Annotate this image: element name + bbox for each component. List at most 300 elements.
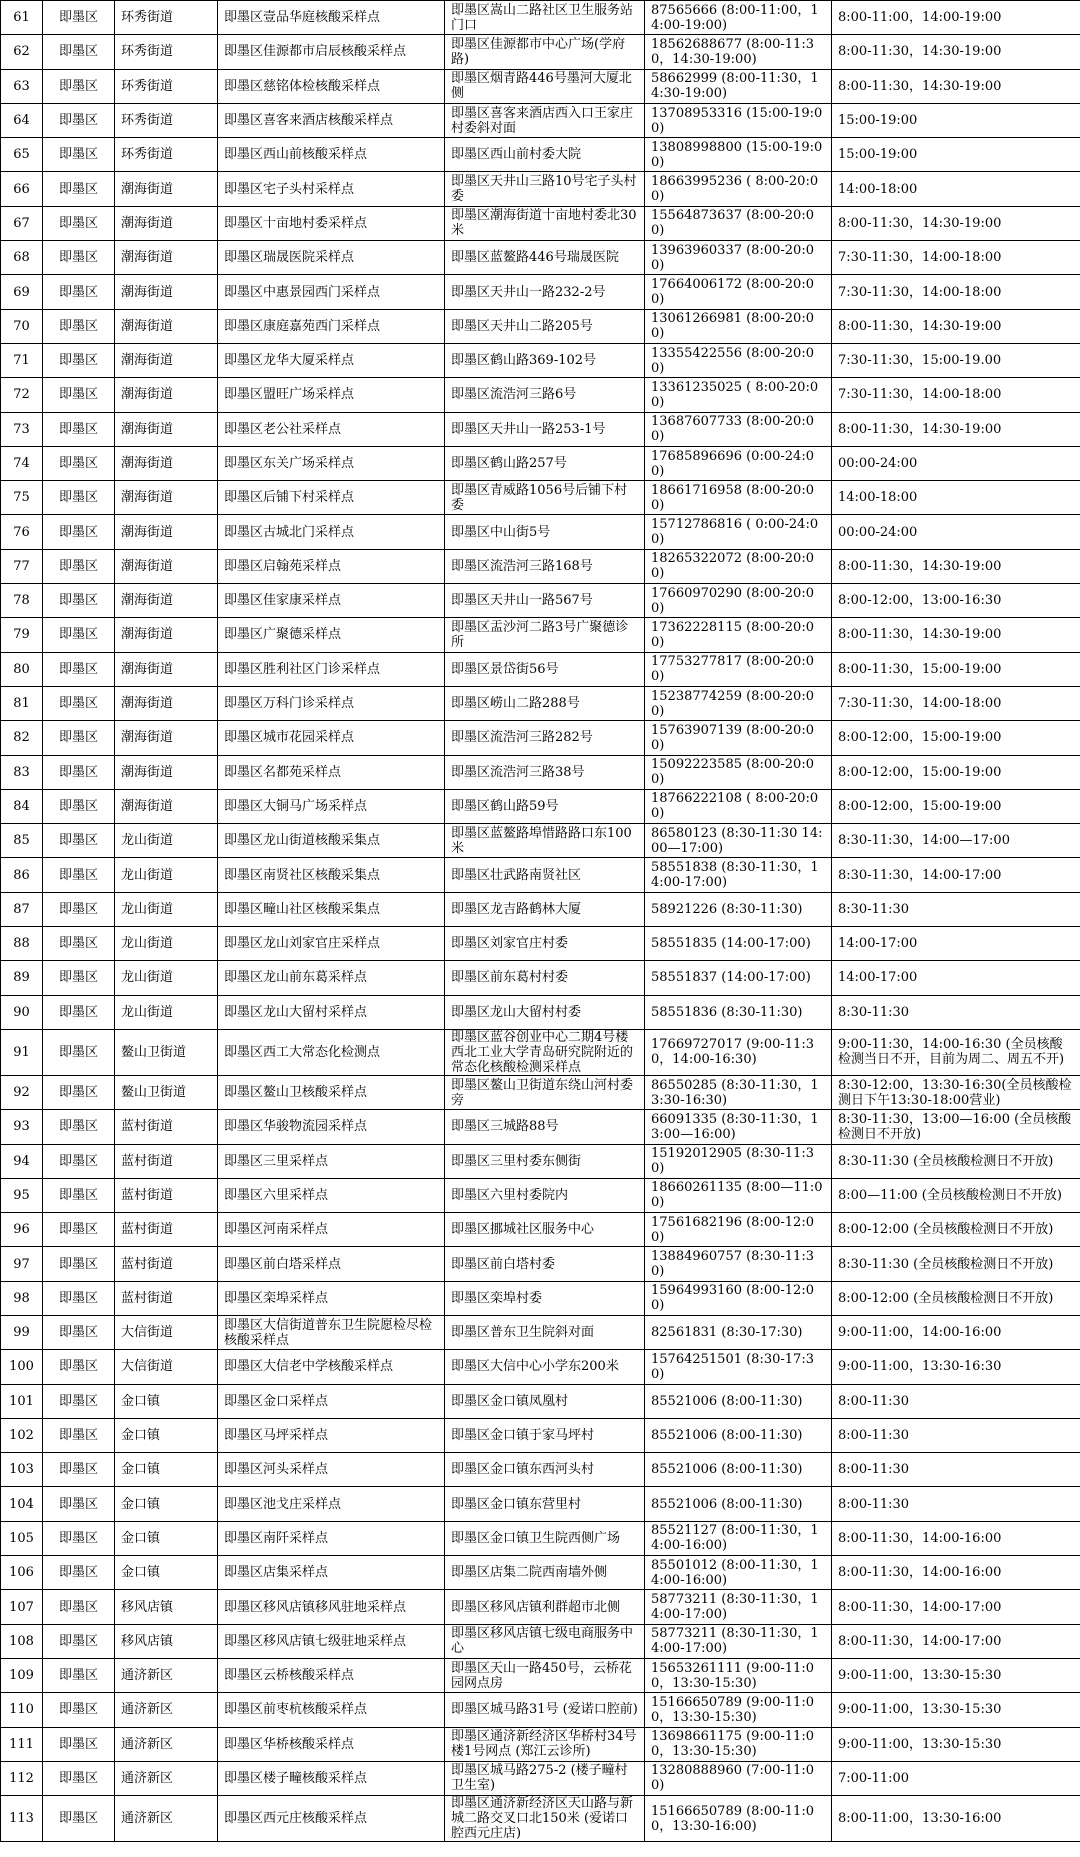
district-cell: 即墨区	[43, 172, 115, 206]
table-row	[1, 1029, 1080, 1075]
street-cell: 潮海街道	[115, 378, 218, 412]
street-cell: 大信街道	[115, 1350, 218, 1384]
open-hours-cell: 8:30-11:30	[832, 892, 1080, 926]
address-cell: 即墨区前白塔村委	[445, 1247, 645, 1281]
phone-hours-cell: 18663995236 ( 8:00-20:00)	[645, 172, 832, 206]
street-cell: 潮海街道	[115, 412, 218, 446]
table-row	[1, 721, 1080, 755]
table-row	[1, 1144, 1080, 1178]
open-hours-cell: 8:00-11:30，15:00-19:00	[832, 652, 1080, 686]
open-hours-cell: 8:00-11:30，14:00-16:00	[832, 1556, 1080, 1590]
street-cell: 潮海街道	[115, 481, 218, 515]
phone-hours-cell: 58662999 (8:00-11:30，14:30-19:00)	[645, 69, 832, 103]
open-hours-cell: 8:00-11:30	[832, 1384, 1080, 1418]
open-hours-cell: 8:00-12:00，15:00-19:00	[832, 755, 1080, 789]
street-cell: 龙山街道	[115, 927, 218, 961]
open-hours-cell: 15:00-19:00	[832, 103, 1080, 137]
table-row	[1, 1, 1080, 35]
site-name-cell: 即墨区六里采样点	[218, 1178, 445, 1212]
site-name-cell: 即墨区移风店镇移风驻地采样点	[218, 1590, 445, 1624]
district-cell: 即墨区	[43, 35, 115, 69]
open-hours-cell: 9:00-11:00，13:30-15:30	[832, 1658, 1080, 1692]
phone-hours-cell: 15712786816 ( 0:00-24:00)	[645, 515, 832, 549]
street-cell: 金口镇	[115, 1487, 218, 1521]
phone-hours-cell: 17664006172 (8:00-20:00)	[645, 275, 832, 309]
open-hours-cell: 00:00-24:00	[832, 515, 1080, 549]
phone-hours-cell: 13280888960 (7:00-11:00)	[645, 1761, 832, 1795]
table-row	[1, 1418, 1080, 1452]
district-cell: 即墨区	[43, 275, 115, 309]
site-name-cell: 即墨区瑞晟医院采样点	[218, 241, 445, 275]
street-cell: 潮海街道	[115, 275, 218, 309]
table-row	[1, 275, 1080, 309]
row-number-cell: 95	[1, 1178, 43, 1212]
phone-hours-cell: 13708953316 (15:00-19:00)	[645, 103, 832, 137]
table-row	[1, 1453, 1080, 1487]
street-cell: 环秀街道	[115, 103, 218, 137]
street-cell: 环秀街道	[115, 1, 218, 35]
open-hours-cell: 8:00-11:30，14:30-19:00	[832, 618, 1080, 652]
phone-hours-cell: 85521006 (8:00-11:30)	[645, 1453, 832, 1487]
district-cell: 即墨区	[43, 584, 115, 618]
site-name-cell: 即墨区华骏物流园采样点	[218, 1110, 445, 1144]
row-number-cell: 108	[1, 1624, 43, 1658]
open-hours-cell: 8:00-11:00，14:00-19:00	[832, 1, 1080, 35]
row-number-cell: 106	[1, 1556, 43, 1590]
street-cell: 环秀街道	[115, 35, 218, 69]
phone-hours-cell: 13361235025 ( 8:00-20:00)	[645, 378, 832, 412]
row-number-cell: 61	[1, 1, 43, 35]
street-cell: 金口镇	[115, 1418, 218, 1452]
district-cell: 即墨区	[43, 1624, 115, 1658]
row-number-cell: 113	[1, 1796, 43, 1842]
street-cell: 环秀街道	[115, 69, 218, 103]
street-cell: 潮海街道	[115, 686, 218, 720]
address-cell: 即墨区天井山三路10号宅子头村委	[445, 172, 645, 206]
district-cell: 即墨区	[43, 755, 115, 789]
address-cell: 即墨区挪城社区服务中心	[445, 1213, 645, 1247]
site-name-cell: 即墨区楼子疃核酸采样点	[218, 1761, 445, 1795]
district-cell: 即墨区	[43, 1350, 115, 1384]
open-hours-cell: 8:00-12:00，15:00-19:00	[832, 789, 1080, 823]
phone-hours-cell: 13355422556 (8:00-20:00)	[645, 343, 832, 377]
street-cell: 移风店镇	[115, 1624, 218, 1658]
district-cell: 即墨区	[43, 1658, 115, 1692]
district-cell: 即墨区	[43, 309, 115, 343]
street-cell: 龙山街道	[115, 858, 218, 892]
site-name-cell: 即墨区康庭嘉苑西门采样点	[218, 309, 445, 343]
phone-hours-cell: 15763907139 (8:00-20:00)	[645, 721, 832, 755]
address-cell: 即墨区天井山二路205号	[445, 309, 645, 343]
table-row	[1, 755, 1080, 789]
table-row	[1, 686, 1080, 720]
district-cell: 即墨区	[43, 1075, 115, 1109]
row-number-cell: 78	[1, 584, 43, 618]
phone-hours-cell: 15653261111 (9:00-11:00，13:30-15:30)	[645, 1658, 832, 1692]
table-row	[1, 961, 1080, 995]
address-cell: 即墨区刘家官庄村委	[445, 927, 645, 961]
address-cell: 即墨区天井山一路253-1号	[445, 412, 645, 446]
phone-hours-cell: 18766222108 ( 8:00-20:00)	[645, 789, 832, 823]
site-name-cell: 即墨区佳家康采样点	[218, 584, 445, 618]
phone-hours-cell: 17753277817 (8:00-20:00)	[645, 652, 832, 686]
phone-hours-cell: 18660261135 (8:00—11:00)	[645, 1178, 832, 1212]
row-number-cell: 74	[1, 446, 43, 480]
table-row	[1, 138, 1080, 172]
address-cell: 即墨区鹤山路257号	[445, 446, 645, 480]
street-cell: 金口镇	[115, 1521, 218, 1555]
table-row	[1, 69, 1080, 103]
street-cell: 蓝村街道	[115, 1247, 218, 1281]
row-number-cell: 90	[1, 995, 43, 1029]
site-name-cell: 即墨区龙华大厦采样点	[218, 343, 445, 377]
street-cell: 金口镇	[115, 1556, 218, 1590]
phone-hours-cell: 66091335 (8:30-11:30，13:00—16:00)	[645, 1110, 832, 1144]
address-cell: 即墨区景岱街56号	[445, 652, 645, 686]
row-number-cell: 93	[1, 1110, 43, 1144]
row-number-cell: 70	[1, 309, 43, 343]
district-cell: 即墨区	[43, 1487, 115, 1521]
address-cell: 即墨区蓝鳌路446号瑞晟医院	[445, 241, 645, 275]
table-row	[1, 927, 1080, 961]
site-name-cell: 即墨区佳源都市启辰核酸采样点	[218, 35, 445, 69]
district-cell: 即墨区	[43, 481, 115, 515]
table-row	[1, 35, 1080, 69]
address-cell: 即墨区金口镇卫生院西侧广场	[445, 1521, 645, 1555]
open-hours-cell: 8:00-11:30	[832, 1453, 1080, 1487]
table-row	[1, 858, 1080, 892]
district-cell: 即墨区	[43, 1315, 115, 1349]
row-number-cell: 110	[1, 1693, 43, 1727]
phone-hours-cell: 82561831 (8:30-17:30)	[645, 1315, 832, 1349]
street-cell: 潮海街道	[115, 652, 218, 686]
phone-hours-cell: 58551836 (8:30-11:30)	[645, 995, 832, 1029]
street-cell: 鳌山卫街道	[115, 1029, 218, 1075]
street-cell: 通济新区	[115, 1727, 218, 1761]
phone-hours-cell: 85521127 (8:00-11:30，14:00-16:00)	[645, 1521, 832, 1555]
row-number-cell: 72	[1, 378, 43, 412]
district-cell: 即墨区	[43, 652, 115, 686]
site-name-cell: 即墨区华桥核酸采样点	[218, 1727, 445, 1761]
row-number-cell: 94	[1, 1144, 43, 1178]
open-hours-cell: 9:00-11:30，14:00-16:30 (全员核酸检测当日不开，目前为周二、周五不开)	[832, 1029, 1080, 1075]
row-number-cell: 67	[1, 206, 43, 240]
table-row	[1, 1075, 1080, 1109]
table-row	[1, 1247, 1080, 1281]
phone-hours-cell: 15238774259 (8:00-20:00)	[645, 686, 832, 720]
street-cell: 潮海街道	[115, 618, 218, 652]
open-hours-cell: 8:00-11:30，14:30-19:00	[832, 549, 1080, 583]
phone-hours-cell: 58551835 (14:00-17:00)	[645, 927, 832, 961]
site-name-cell: 即墨区壹品华庭核酸采样点	[218, 1, 445, 35]
address-cell: 即墨区潮海街道十亩地村委北30米	[445, 206, 645, 240]
table-row	[1, 446, 1080, 480]
row-number-cell: 112	[1, 1761, 43, 1795]
open-hours-cell: 8:30-11:30 (全员核酸检测日不开放)	[832, 1144, 1080, 1178]
row-number-cell: 99	[1, 1315, 43, 1349]
district-cell: 即墨区	[43, 789, 115, 823]
phone-hours-cell: 15166650789 (9:00-11:00，13:30-15:30)	[645, 1693, 832, 1727]
site-name-cell: 即墨区池戈庄采样点	[218, 1487, 445, 1521]
phone-hours-cell: 15092223585 (8:00-20:00)	[645, 755, 832, 789]
phone-hours-cell: 58551838 (8:30-11:30，14:00-17:00)	[645, 858, 832, 892]
district-cell: 即墨区	[43, 1693, 115, 1727]
site-name-cell: 即墨区城市花园采样点	[218, 721, 445, 755]
row-number-cell: 62	[1, 35, 43, 69]
street-cell: 移风店镇	[115, 1590, 218, 1624]
phone-hours-cell: 58551837 (14:00-17:00)	[645, 961, 832, 995]
address-cell: 即墨区天井山一路567号	[445, 584, 645, 618]
district-cell: 即墨区	[43, 549, 115, 583]
street-cell: 潮海街道	[115, 515, 218, 549]
address-cell: 即墨区通济新经济区华桥村34号楼1号网点 (郑江云诊所)	[445, 1727, 645, 1761]
row-number-cell: 109	[1, 1658, 43, 1692]
phone-hours-cell: 18661716958 (8:00-20:00)	[645, 481, 832, 515]
district-cell: 即墨区	[43, 1178, 115, 1212]
row-number-cell: 104	[1, 1487, 43, 1521]
open-hours-cell: 8:00-12:00 (全员核酸检测日不开放)	[832, 1281, 1080, 1315]
district-cell: 即墨区	[43, 1418, 115, 1452]
row-number-cell: 89	[1, 961, 43, 995]
district-cell: 即墨区	[43, 515, 115, 549]
phone-hours-cell: 15764251501 (8:30-17:30)	[645, 1350, 832, 1384]
site-name-cell: 即墨区后铺下村采样点	[218, 481, 445, 515]
row-number-cell: 86	[1, 858, 43, 892]
open-hours-cell: 8:00-11:30	[832, 1418, 1080, 1452]
address-cell: 即墨区六里村委院内	[445, 1178, 645, 1212]
row-number-cell: 71	[1, 343, 43, 377]
address-cell: 即墨区青威路1056号后铺下村委	[445, 481, 645, 515]
street-cell: 通济新区	[115, 1658, 218, 1692]
street-cell: 环秀街道	[115, 138, 218, 172]
open-hours-cell: 8:00-11:30，14:00-17:00	[832, 1590, 1080, 1624]
address-cell: 即墨区嵩山二路社区卫生服务站门口	[445, 1, 645, 35]
phone-hours-cell: 17561682196 (8:00-12:00)	[645, 1213, 832, 1247]
address-cell: 即墨区龙山大留村村委	[445, 995, 645, 1029]
street-cell: 蓝村街道	[115, 1281, 218, 1315]
address-cell: 即墨区店集二院西南墙外侧	[445, 1556, 645, 1590]
address-cell: 即墨区移风店镇七级电商服务中心	[445, 1624, 645, 1658]
phone-hours-cell: 17669727017 (9:00-11:30，14:00-16:30)	[645, 1029, 832, 1075]
row-number-cell: 66	[1, 172, 43, 206]
row-number-cell: 69	[1, 275, 43, 309]
open-hours-cell: 8:00-11:30，14:00-17:00	[832, 1624, 1080, 1658]
phone-hours-cell: 87565666 (8:00-11:00，14:00-19:00)	[645, 1, 832, 35]
phone-hours-cell: 15192012905 (8:30-11:30)	[645, 1144, 832, 1178]
table-row	[1, 549, 1080, 583]
site-name-cell: 即墨区西山前核酸采样点	[218, 138, 445, 172]
site-name-cell: 即墨区店集采样点	[218, 1556, 445, 1590]
open-hours-cell: 8:00-11:30	[832, 1487, 1080, 1521]
street-cell: 蓝村街道	[115, 1144, 218, 1178]
address-cell: 即墨区流浩河三路38号	[445, 755, 645, 789]
row-number-cell: 100	[1, 1350, 43, 1384]
row-number-cell: 91	[1, 1029, 43, 1075]
open-hours-cell: 9:00-11:00，13:30-16:30	[832, 1350, 1080, 1384]
row-number-cell: 64	[1, 103, 43, 137]
district-cell: 即墨区	[43, 686, 115, 720]
street-cell: 潮海街道	[115, 446, 218, 480]
street-cell: 潮海街道	[115, 584, 218, 618]
address-cell: 即墨区流浩河三路6号	[445, 378, 645, 412]
site-name-cell: 即墨区河头采样点	[218, 1453, 445, 1487]
street-cell: 蓝村街道	[115, 1110, 218, 1144]
district-cell: 即墨区	[43, 961, 115, 995]
row-number-cell: 85	[1, 824, 43, 858]
district-cell: 即墨区	[43, 1590, 115, 1624]
phone-hours-cell: 13061266981 (8:00-20:00)	[645, 309, 832, 343]
address-cell: 即墨区鹤山路59号	[445, 789, 645, 823]
site-name-cell: 即墨区龙山街道核酸采集点	[218, 824, 445, 858]
site-name-cell: 即墨区大信老中学核酸采样点	[218, 1350, 445, 1384]
site-name-cell: 即墨区南阡采样点	[218, 1521, 445, 1555]
district-cell: 即墨区	[43, 721, 115, 755]
table-row	[1, 515, 1080, 549]
site-name-cell: 即墨区中惠景园西门采样点	[218, 275, 445, 309]
row-number-cell: 98	[1, 1281, 43, 1315]
row-number-cell: 68	[1, 241, 43, 275]
row-number-cell: 92	[1, 1075, 43, 1109]
street-cell: 通济新区	[115, 1796, 218, 1842]
row-number-cell: 65	[1, 138, 43, 172]
street-cell: 潮海街道	[115, 172, 218, 206]
street-cell: 潮海街道	[115, 721, 218, 755]
open-hours-cell: 14:00-17:00	[832, 961, 1080, 995]
table-row	[1, 1350, 1080, 1384]
phone-hours-cell: 15964993160 (8:00-12:00)	[645, 1281, 832, 1315]
table-row	[1, 995, 1080, 1029]
address-cell: 即墨区天井山一路232-2号	[445, 275, 645, 309]
phone-hours-cell: 17362228115 (8:00-20:00)	[645, 618, 832, 652]
address-cell: 即墨区普东卫生院斜对面	[445, 1315, 645, 1349]
phone-hours-cell: 86580123 (8:30-11:30 14:00—17:00)	[645, 824, 832, 858]
open-hours-cell: 8:30-11:30，14:00—17:00	[832, 824, 1080, 858]
district-cell: 即墨区	[43, 1144, 115, 1178]
open-hours-cell: 8:00-11:30，14:30-19:00	[832, 35, 1080, 69]
district-cell: 即墨区	[43, 858, 115, 892]
open-hours-cell: 8:00-12:00，13:00-16:30	[832, 584, 1080, 618]
table-row	[1, 1384, 1080, 1418]
open-hours-cell: 8:30-11:30，14:00-17:00	[832, 858, 1080, 892]
open-hours-cell: 7:30-11:30，14:00-18:00	[832, 378, 1080, 412]
open-hours-cell: 8:00-12:00 (全员核酸检测日不开放)	[832, 1213, 1080, 1247]
site-name-cell: 即墨区宅子头村采样点	[218, 172, 445, 206]
site-name-cell: 即墨区前枣杭核酸采样点	[218, 1693, 445, 1727]
street-cell: 大信街道	[115, 1315, 218, 1349]
phone-hours-cell: 17660970290 (8:00-20:00)	[645, 584, 832, 618]
district-cell: 即墨区	[43, 1796, 115, 1842]
site-name-cell: 即墨区老公社采样点	[218, 412, 445, 446]
site-name-cell: 即墨区龙山刘家官庄采样点	[218, 927, 445, 961]
open-hours-cell: 8:00-11:00，13:30-16:00	[832, 1796, 1080, 1842]
address-cell: 即墨区鹤山路369-102号	[445, 343, 645, 377]
row-number-cell: 80	[1, 652, 43, 686]
table-row	[1, 103, 1080, 137]
table-row	[1, 1521, 1080, 1555]
address-cell: 即墨区城马路275-2 (楼子疃村卫生室)	[445, 1761, 645, 1795]
address-cell: 即墨区大信中心小学东200米	[445, 1350, 645, 1384]
table-row	[1, 309, 1080, 343]
street-cell: 通济新区	[115, 1693, 218, 1727]
row-number-cell: 76	[1, 515, 43, 549]
open-hours-cell: 7:00-11:00	[832, 1761, 1080, 1795]
district-cell: 即墨区	[43, 343, 115, 377]
district-cell: 即墨区	[43, 1556, 115, 1590]
open-hours-cell: 7:30-11:30，14:00-18:00	[832, 686, 1080, 720]
open-hours-cell: 14:00-18:00	[832, 481, 1080, 515]
phone-hours-cell: 58773211 (8:30-11:30，14:00-17:00)	[645, 1590, 832, 1624]
site-name-cell: 即墨区河南采样点	[218, 1213, 445, 1247]
site-name-cell: 即墨区慈铭体检核酸采样点	[218, 69, 445, 103]
phone-hours-cell: 85501012 (8:00-11:30，14:00-16:00)	[645, 1556, 832, 1590]
district-cell: 即墨区	[43, 1, 115, 35]
open-hours-cell: 8:30-12:00，13:30-16:30(全员核酸检测日下午13:30-18:00营业)	[832, 1075, 1080, 1109]
site-name-cell: 即墨区古城北门采样点	[218, 515, 445, 549]
site-name-cell: 即墨区大信街道普东卫生院愿检尽检核酸采样点	[218, 1315, 445, 1349]
district-cell: 即墨区	[43, 206, 115, 240]
street-cell: 龙山街道	[115, 995, 218, 1029]
street-cell: 潮海街道	[115, 206, 218, 240]
district-cell: 即墨区	[43, 1384, 115, 1418]
row-number-cell: 87	[1, 892, 43, 926]
phone-hours-cell: 58921226 (8:30-11:30)	[645, 892, 832, 926]
open-hours-cell: 8:00-11:30，14:30-19:00	[832, 412, 1080, 446]
table-row	[1, 481, 1080, 515]
phone-hours-cell: 18562688677 (8:00-11:30，14:30-19:00)	[645, 35, 832, 69]
row-number-cell: 82	[1, 721, 43, 755]
street-cell: 潮海街道	[115, 755, 218, 789]
open-hours-cell: 9:00-11:00，14:00-16:00	[832, 1315, 1080, 1349]
address-cell: 即墨区三城路88号	[445, 1110, 645, 1144]
row-number-cell: 105	[1, 1521, 43, 1555]
phone-hours-cell: 13884960757 (8:30-11:30)	[645, 1247, 832, 1281]
site-name-cell: 即墨区胜利社区门诊采样点	[218, 652, 445, 686]
district-cell: 即墨区	[43, 241, 115, 275]
open-hours-cell: 9:00-11:00，13:30-15:30	[832, 1727, 1080, 1761]
row-number-cell: 88	[1, 927, 43, 961]
phone-hours-cell: 13698661175 (9:00-11:00，13:30-15:30)	[645, 1727, 832, 1761]
row-number-cell: 103	[1, 1453, 43, 1487]
site-name-cell: 即墨区喜客来酒店核酸采样点	[218, 103, 445, 137]
street-cell: 龙山街道	[115, 824, 218, 858]
row-number-cell: 111	[1, 1727, 43, 1761]
table-row	[1, 172, 1080, 206]
table-row	[1, 1624, 1080, 1658]
address-cell: 即墨区龙吉路鹤林大厦	[445, 892, 645, 926]
open-hours-cell: 8:30-11:30 (全员核酸检测日不开放)	[832, 1247, 1080, 1281]
table-row	[1, 892, 1080, 926]
open-hours-cell: 7:30-11:30，14:00-18:00	[832, 241, 1080, 275]
street-cell: 潮海街道	[115, 241, 218, 275]
phone-hours-cell: 13687607733 (8:00-20:00)	[645, 412, 832, 446]
table-row	[1, 412, 1080, 446]
street-cell: 潮海街道	[115, 309, 218, 343]
site-name-cell: 即墨区盟旺广场采样点	[218, 378, 445, 412]
address-cell: 即墨区通济新经济区天山路与新城二路交叉口北150米 (爱诺口腔西元庄店)	[445, 1796, 645, 1842]
site-name-cell: 即墨区西工大常态化检测点	[218, 1029, 445, 1075]
row-number-cell: 77	[1, 549, 43, 583]
table-row	[1, 1658, 1080, 1692]
street-cell: 潮海街道	[115, 343, 218, 377]
phone-hours-cell: 85521006 (8:00-11:30)	[645, 1487, 832, 1521]
district-cell: 即墨区	[43, 69, 115, 103]
district-cell: 即墨区	[43, 1213, 115, 1247]
table-row	[1, 378, 1080, 412]
row-number-cell: 96	[1, 1213, 43, 1247]
district-cell: 即墨区	[43, 824, 115, 858]
address-cell: 即墨区中山街5号	[445, 515, 645, 549]
table-row	[1, 1556, 1080, 1590]
